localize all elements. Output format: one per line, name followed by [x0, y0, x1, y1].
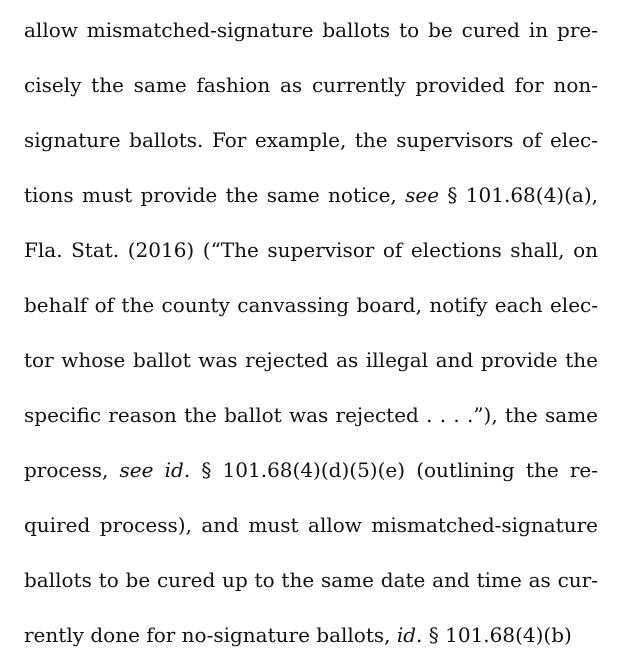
text-segment: tions must provide the same notice,: [24, 183, 406, 207]
text-line-10: [24, 513, 598, 537]
text-line-1: [24, 18, 598, 42]
text-line-7: [24, 348, 598, 372]
text-segment: § 101.68(4)(a),: [439, 183, 598, 207]
text-segment: cisely the same fashion as currently provided for non-: [24, 73, 598, 97]
text-line-8: [24, 403, 598, 427]
citation-signal-see-id: see id.: [119, 458, 191, 482]
text-segment: Fla. Stat. (2016) (“The supervisor of elections shall, on: [24, 238, 598, 262]
text-segment: specific reason the ballot was rejected . . . .”), the same: [24, 403, 598, 427]
text-segment: tor whose ballot was rejected as illegal and provide the: [24, 348, 598, 372]
text-line-5: [24, 238, 598, 262]
text-line-3: [24, 128, 598, 152]
text-segment: § 101.68(4)(b): [422, 623, 572, 647]
text-segment: rently done for no-signature ballots,: [24, 623, 397, 647]
text-line-6: [24, 293, 598, 317]
text-line-12: [24, 623, 598, 647]
citation-signal-see: see: [405, 183, 440, 207]
text-line-9: [24, 458, 598, 482]
text-line-4: [24, 183, 598, 207]
text-segment: allow mismatched-signature ballots to be cured in pre-: [24, 18, 598, 42]
text-segment: quired process), and must allow mismatched-signature: [24, 513, 598, 537]
text-line-2: [24, 73, 598, 97]
text-segment: § 101.68(4)(d)(5)(e) (outlining the re-: [190, 458, 598, 482]
text-segment: ballots to be cured up to the same date and time as cur-: [24, 568, 598, 592]
text-segment: behalf of the county canvassing board, notify each elec-: [24, 293, 598, 317]
text-line-11: [24, 568, 598, 592]
citation-signal-id: id.: [396, 623, 423, 647]
text-segment: process,: [24, 458, 120, 482]
text-segment: signature ballots. For example, the supervisors of elec-: [24, 128, 598, 152]
